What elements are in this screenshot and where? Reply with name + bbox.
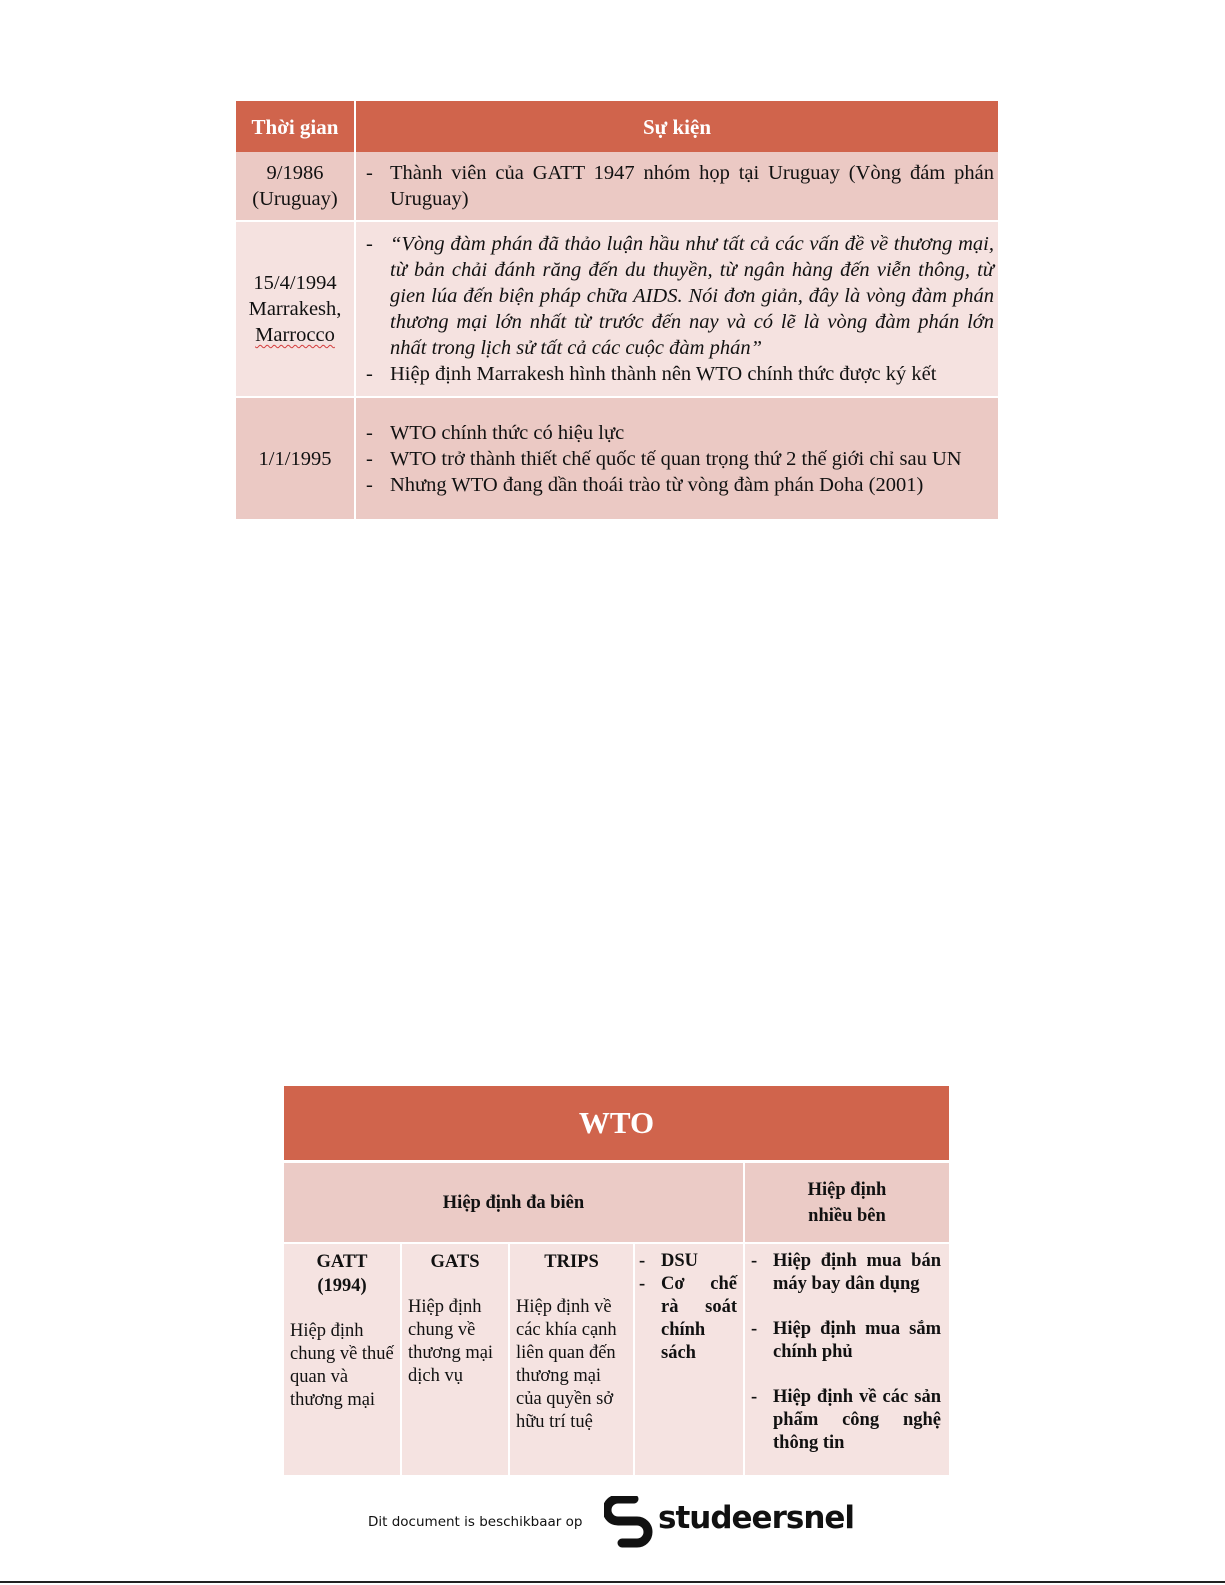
header-time: Thời gian [236, 101, 355, 152]
event-item: - Hiệp định Marrakesh hình thành nên WTO chính thức được ký kết [364, 361, 994, 387]
time-cell [236, 221, 355, 397]
event-quote: - “Vòng đàm phán đã thảo luận hầu như tất cả các vấn đề về thương mại, từ bản chải đánh răng đến du thuyền, từ ngân hàng đến viễn thông, từ gien lúa đến biện pháp chữa AIDS. Nói đơn giản, đây là vòng đàm phán thương mại lớn nhất từ trước đến nay và có lẽ là vòng đàm phán lớn nhất trong lịch sử tất cả các cuộc đàm phán” [364, 231, 994, 361]
table-row [236, 152, 998, 221]
event-item: - WTO chính thức có hiệu lực [364, 420, 994, 446]
header-event: Sự kiện [355, 101, 998, 152]
time-line: 9/1986 [266, 162, 324, 184]
studeersnel-brand[interactable]: studeersnel [658, 1500, 855, 1536]
gatt-title: GATT [316, 1252, 368, 1272]
trips-column [510, 1244, 633, 1475]
time-line: Marrocco [255, 324, 335, 346]
time-line: (Uruguay) [252, 188, 338, 210]
time-cell [236, 397, 355, 519]
trips-title: TRIPS [544, 1252, 599, 1272]
dsu-item: - DSU [639, 1250, 737, 1273]
event-item: - Nhưng WTO đang dần thoái trào từ vòng đàm phán Doha (2001) [364, 472, 994, 498]
event-item: - WTO trở thành thiết chế quốc tế quan trọng thứ 2 thế giới chỉ sau UN [364, 446, 994, 472]
gats-description: Hiệp định chung về thương mại dịch vụ [408, 1297, 494, 1386]
event-item: - Thành viên của GATT 1947 nhóm họp tại Uruguay (Vòng đám phán Uruguay) [364, 160, 994, 212]
time-cell [236, 152, 355, 221]
gats-column [402, 1244, 508, 1475]
studeersnel-logo-icon[interactable] [604, 1496, 654, 1548]
time-line: Marrakesh, [248, 298, 342, 320]
timeline-table [236, 101, 998, 519]
event-cell [355, 152, 998, 221]
plurilateral-item: - Hiệp định mua bán máy bay dân dụng [751, 1250, 941, 1296]
plurilateral-line: Hiệp định [807, 1179, 887, 1200]
wto-title: WTO [284, 1086, 949, 1160]
event-cell [355, 397, 998, 519]
time-line: 15/4/1994 [253, 272, 337, 294]
trips-description: Hiệp định về các khía cạnh liên quan đến thương mại của quyền sở hữu trí tuệ [516, 1297, 617, 1432]
footer [368, 1496, 868, 1556]
gatt-year: (1994) [317, 1276, 367, 1296]
plurilateral-item: - Hiệp định mua sắm chính phủ [751, 1318, 941, 1364]
time-line: 1/1/1995 [258, 447, 332, 470]
dsu-item: - Cơ chế rà soát chính sách [639, 1273, 737, 1365]
gats-title: GATS [430, 1252, 480, 1272]
timeline-header-row [236, 101, 998, 152]
plurilateral-header [745, 1163, 949, 1242]
plurilateral-column [745, 1244, 949, 1475]
page-bottom-rule [0, 1581, 1225, 1583]
gatt-column [284, 1244, 400, 1475]
wto-structure-table [284, 1086, 949, 1475]
plurilateral-line: nhiều bên [808, 1205, 886, 1226]
footer-text[interactable]: Dit document is beschikbaar op [368, 1514, 583, 1530]
plurilateral-item: - Hiệp định về các sản phẩm công nghệ thông tin [751, 1386, 941, 1455]
dsu-column [635, 1244, 743, 1475]
gatt-description: Hiệp định chung về thuế quan và thương mại [290, 1321, 394, 1410]
event-cell [355, 221, 998, 397]
multilateral-header: Hiệp định đa biên [284, 1163, 743, 1242]
table-row [236, 221, 998, 397]
table-row [236, 397, 998, 519]
